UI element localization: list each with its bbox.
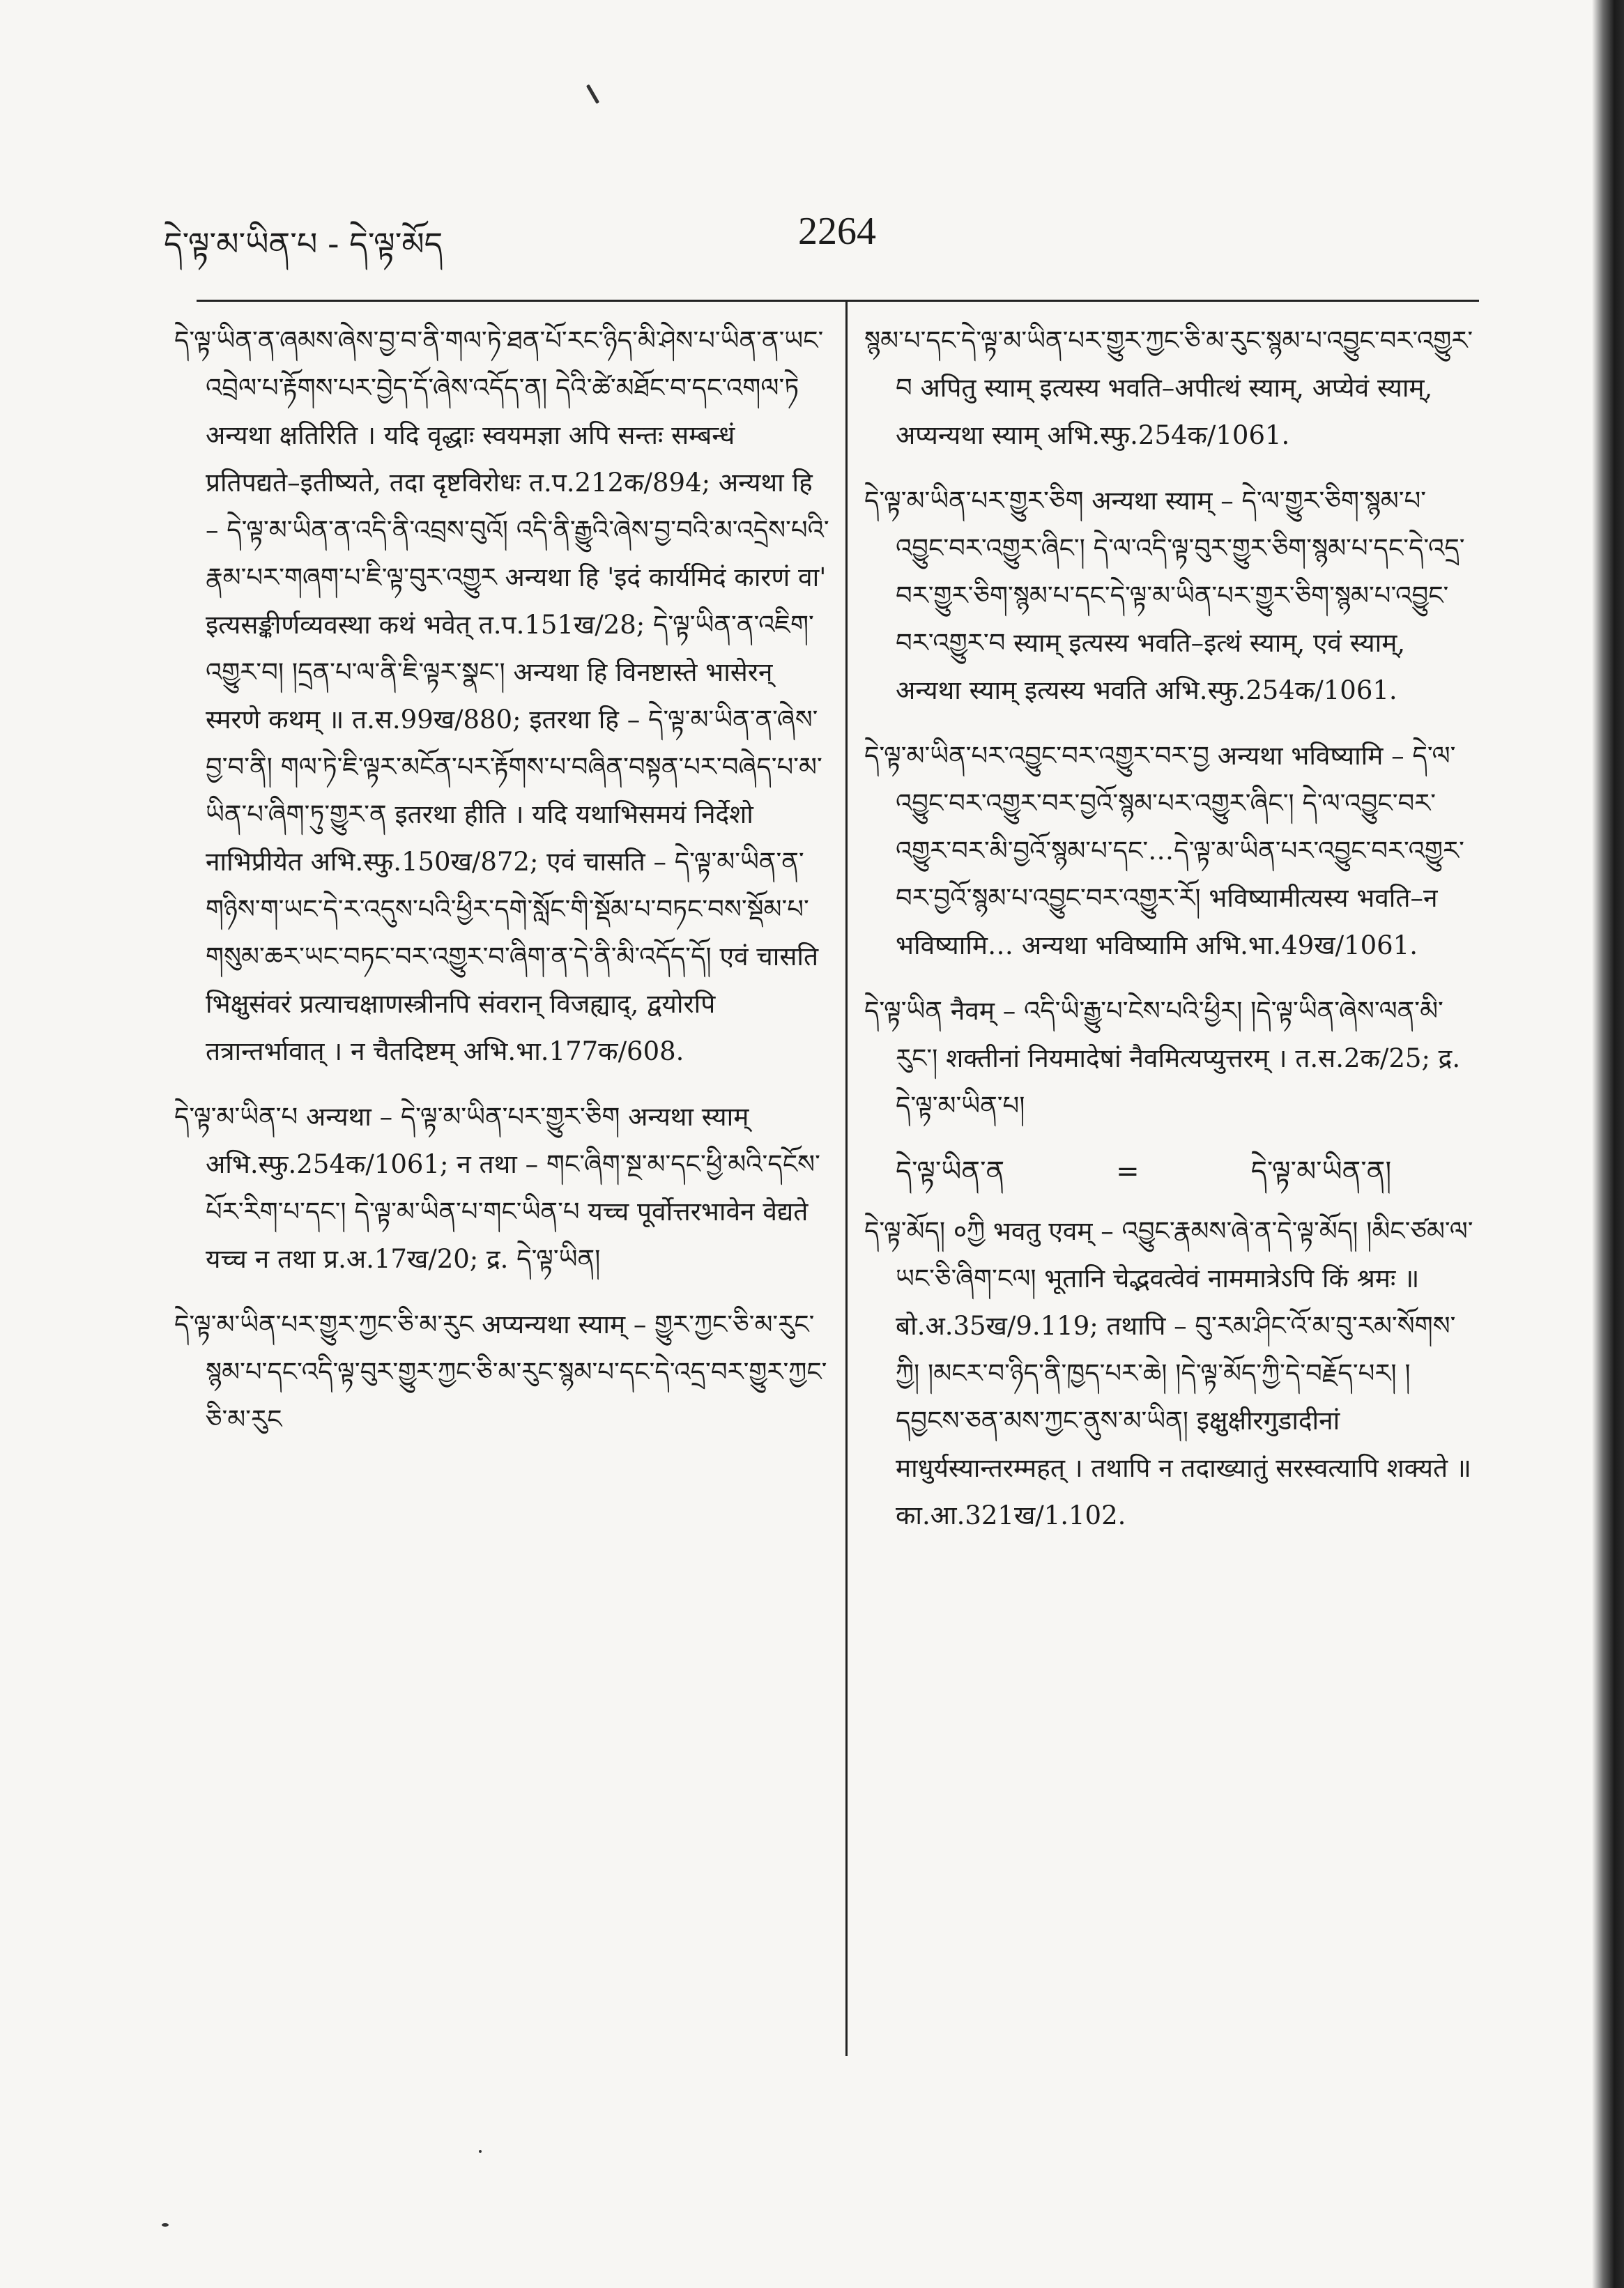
- dictionary-entry: [864, 732, 1478, 969]
- dictionary-entry: [864, 477, 1478, 714]
- entry-text: དེ་ལྟ་ཡིན་ན་ཞམས་ཞེས་བྱ་བ་ནི་གལ་ཏེ་ཐན་པོ་རང་ཉིད་མི་ཤེས་པ་ཡིན་ན་ཡང་འབྲེལ་པ་རྟོགས་པར་བྱེད་དོ་ཞེས་འདོད་ན། དེའི་ཚེ་མཐོང་བ་དང་འགལ་ཏེ अन्यथा क्षतिरिति । यदि वृद्धाः स्वयमज्ञा अपि सन्तः सम्बन्धं प्रतिपद्यते–इतीष्यते, तदा दृष्टविरोधः त.प.212क/894; अन्यथा हि – དེ་ལྟ་མ་ཡིན་ན་འདི་ནི་འབྲས་བུའོ། འདི་ནི་རྒྱུའི་ཞེས་བྱ་བའི་མ་འདྲེས་པའི་རྣམ་པར་གཞག་པ་ཇི་ལྟ་བུར་འགྱུར अन्यथा हि 'इदं कार्यमिदं कारणं वा' इत्यसङ्कीर्णव्यवस्था कथं भवेत् त.प.151ख/28; དེ་ལྟ་ཡིན་ན་འཇིག་འགྱུར་བ། །དྲན་པ་ལ་ནི་ཇི་ལྟར་སྣང་། अन्यथा हि विनष्टास्ते भासेरन् स्मरणे कथम् ॥ त.स.99ख/880; इतरथा हि – དེ་ལྟ་མ་ཡིན་ན་ཞེས་བྱ་བ་ནི། གལ་ཏེ་ཇི་ལྟར་མངོན་པར་རྟོགས་པ་བཞིན་བསྟན་པར་བཞེད་པ་མ་ཡིན་པ་ཞིག་ཏུ་གྱུར་ན इतरथा हीति । यदि यथाभिसमयं निर्देशो नाभिप्रीयेत अभि.स्फु.150ख/872; एवं चासति – དེ་ལྟ་མ་ཡིན་ན་གཉིས་ག་ཡང་དེ་ར་འདུས་པའི་ཕྱིར་དགེ་སློང་གི་སྡོམ་པ་བཏང་བས་སྡོམ་པ་གསུམ་ཆར་ཡང་བཏང་བར་འགྱུར་བ་ཞིག་ན་དེ་ནི་མི་འདོད་དོ། एवं चासति भिक्षुसंवरं प्रत्याचक्षाणस्त्रीनपि संवरान् विजह्याद्, द्वयोरपि तत्रान्तर्भावात् । न चैतदिष्टम् अभि.भा.177क/608.: [174, 325, 829, 1066]
- column-divider: [845, 300, 848, 2056]
- equivalence-sign: =: [1116, 1155, 1140, 1188]
- running-head: དེ་ལྟ་མ་ཡིན་པ - དེ་ལྟ་མོད: [164, 225, 443, 263]
- entry-text: དེ་ལྟ་མོད། ०ཀྱི भवतु एवम् – འབྱུང་རྣམས་ཞེ་ན་དེ་ལྟ་མོད། །མིང་ཙམ་ལ་ཡང་ཅི་ཞིག་ངལ། भूतानि चेद्भवत्वेवं नाममात्रेऽपि किं श्रमः ॥ बो.अ.35ख/9.119; तथापि – བུ་རམ་ཤིང་འོ་མ་བུ་རམ་སོགས་ཀྱི། །མངར་བ་ཉིད་ནི་ཁྱད་པར་ཆེ། །དེ་ལྟ་མོད་ཀྱི་དེ་བརྗོད་པར། །དབྱངས་ཅན་མས་ཀྱང་ནུས་མ་ཡིན། इक्षुक्षीरगुडादीनां माधुर्यस्यान्तरम्महत् । तथापि न तदाख्यातुं सरस्वत्यापि शक्यते ॥ का.आ.321ख/1.102.: [864, 1216, 1473, 1530]
- page-number: 2264: [798, 210, 876, 253]
- right-column: [864, 317, 1478, 1558]
- dictionary-entry: [174, 1301, 829, 1443]
- header-rule: [197, 300, 1479, 302]
- entry-text: དེ་ལྟ་མ་ཡིན་པར་གྱུར་ཀྱང་ཅི་མ་རུང अप्यन्यथा स्याम् – གྱུར་ཀྱང་ཅི་མ་རུང་སྙམ་པ་དང་འདི་ལྟ་བུར་གྱུར་ཀྱང་ཅི་མ་རུང་སྙམ་པ་དང་དེ་འདྲ་བར་གྱུར་ཀྱང་ཅི་མ་རུང: [174, 1310, 827, 1434]
- scan-speck: [162, 2223, 169, 2227]
- dictionary-entry: [864, 988, 1478, 1130]
- left-column: [174, 317, 829, 1461]
- scan-speck: [479, 2150, 482, 2153]
- dictionary-entry: [174, 1093, 829, 1283]
- equivalence-row: [864, 1148, 1478, 1195]
- entry-text: དེ་ལྟ་མ་ཡིན་པར་འབྱུང་བར་འགྱུར་བར་བྱ अन्यथा भविष्यामि – དེ་ལ་འབྱུང་བར་འགྱུར་བར་བྱའོ་སྙམ་པར་འགྱུར་ཞིང་། དེ་ལ་འབྱུང་བར་འགྱུར་བར་མི་བྱའོ་སྙམ་པ་དང་…དེ་ལྟ་མ་ཡིན་པར་འབྱུང་བར་འགྱུར་བར་བྱའོ་སྙམ་པ་འབྱུང་བར་འགྱུར་རོ། भविष्यामीत्यस्य भवति–न भविष्यामि… अन्यथा भविष्यामि अभि.भा.49ख/1061.: [864, 741, 1464, 960]
- page-header: [164, 209, 1474, 265]
- dictionary-entry: [864, 317, 1478, 459]
- entry-text: དེ་ལྟ་ཡིན नैवम् – འདི་ཡི་རྒྱུ་པ་ངེས་པའི་ཕྱིར། །དེ་ལྟ་ཡིན་ཞེས་ལན་མི་རུང་། शक्तीनां नियमादेषां नैवमित्यप्युत्तरम् । त.स.2क/25; द्र. དེ་ལྟ་མ་ཡིན་པ།: [864, 996, 1461, 1121]
- equivalence-right: དེ་ལྟ་མ་ཡིན་ན།: [1250, 1155, 1392, 1188]
- scan-edge: [1592, 0, 1624, 2288]
- scan-speck: [586, 84, 599, 104]
- entry-text: དེ་ལྟ་མ་ཡིན་པ अन्यथा – དེ་ལྟ་མ་ཡིན་པར་གྱུར་ཅིག अन्यथा स्याम् अभि.स्फु.254क/1061; न तथा – གང་ཞིག་སྔ་མ་དང་ཕྱི་མའི་དངོས་པོར་རིག་པ་དང་། དེ་ལྟ་མ་ཡིན་པ་གང་ཡིན་པ यच्च पूर्वोत्तरभावेन वेद्यते यच्च न तथा प्र.अ.17ख/20; द्र. དེ་ལྟ་ཡིན།: [174, 1102, 820, 1274]
- entry-text: དེ་ལྟ་མ་ཡིན་པར་གྱུར་ཅིག अन्यथा स्याम् – དེ་ལ་གྱུར་ཅིག་སྙམ་པ་འབྱུང་བར་འགྱུར་ཞིང་། དེ་ལ་འདི་ལྟ་བུར་གྱུར་ཅིག་སྙམ་པ་དང་དེ་འདྲ་བར་གྱུར་ཅིག་སྙམ་པ་དང་དེ་ལྟ་མ་ཡིན་པར་གྱུར་ཅིག་སྙམ་པ་འབྱུང་བར་འགྱུར་བ स्याम् इत्यस्य भवति–इत्थं स्याम्, एवं स्याम्, अन्यथा स्याम् इत्यस्य भवति अभि.स्फु.254क/1061.: [864, 486, 1465, 705]
- dictionary-entry: [864, 1208, 1478, 1540]
- dictionary-entry: [174, 317, 829, 1075]
- equivalence-left: དེ་ལྟ་ཡིན་ན: [896, 1155, 1005, 1188]
- entry-text: སྙམ་པ་དང་དེ་ལྟ་མ་ཡིན་པར་གྱུར་ཀྱང་ཅི་མ་རུང་སྙམ་པ་འབྱུང་བར་འགྱུར་བ अपितु स्याम् इत्यस्य भवति–अपीत्थं स्याम्, अप्येवं स्याम्, अप्यन्यथा स्याम् अभि.स्फु.254क/1061.: [864, 325, 1473, 450]
